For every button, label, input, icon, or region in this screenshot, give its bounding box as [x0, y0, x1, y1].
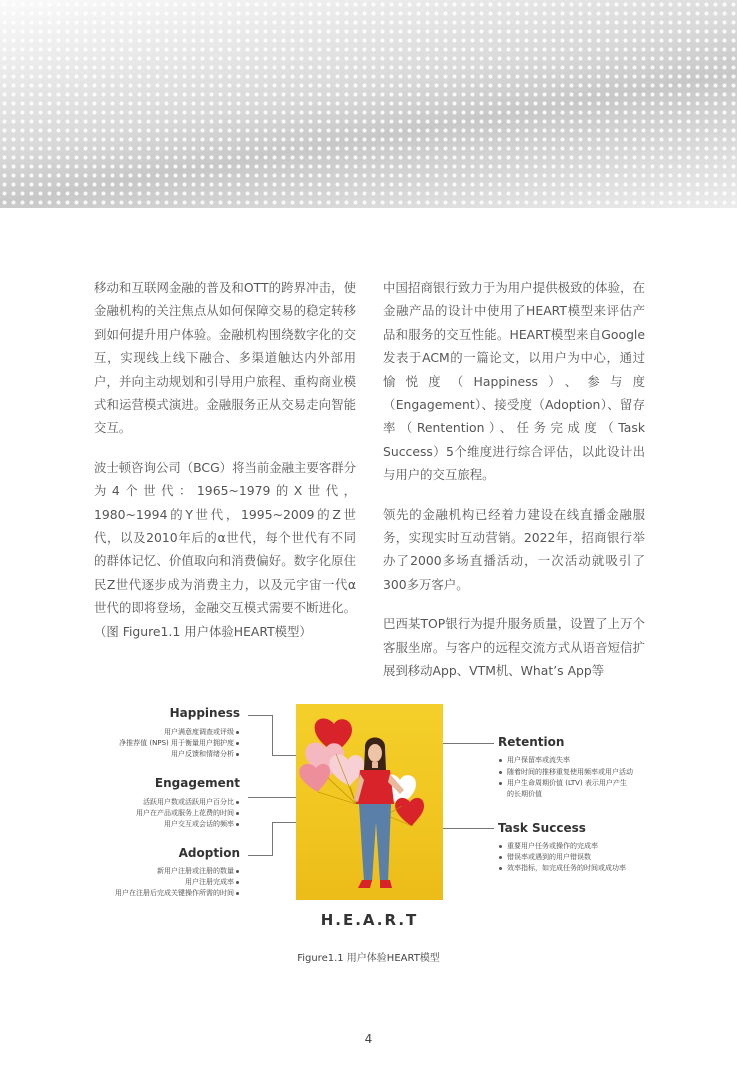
- bullet-dot: [236, 731, 239, 734]
- task-success-item: 重要用户任务或操作的完成率: [507, 842, 598, 850]
- bullet-dot: [499, 771, 502, 774]
- connector-line: [248, 797, 296, 798]
- adoption-item: 用户注册完成率: [185, 878, 234, 886]
- bullet-dot: [236, 870, 239, 873]
- bullet-dot: [236, 823, 239, 826]
- bullet-dot: [236, 881, 239, 884]
- figure-caption: Figure1.1 用户体验HEART模型: [297, 953, 440, 964]
- paragraph: 巴西某TOP银行为提升服务质量，设置了上万个客服坐席。与客户的远程交流方式从语音短信扩展到移动App、VTM机、What’s App等: [383, 616, 645, 679]
- connector-line: [272, 755, 296, 756]
- retention-title: Retention: [498, 735, 565, 749]
- paragraph: 中国招商银行致力于为用户提供极致的体验，在金融产品的设计中使用了HEART模型来评估产品和服务的交互性能。HEART模型来自Google发表于ACM的一篇论文，以用户为中心，通过愉悦度（Happiness）、参与度（Engagement）、接受度（Adoption）、留存率（Rentention）、任务完成度（Task Success）5个维度进行综合评估，以此设计出与用户的交互旅程。: [383, 280, 645, 483]
- connector-line: [272, 822, 296, 823]
- retention-item: 用户生命周期价值 (LTV) 表示用户产生: [507, 779, 627, 787]
- paragraph: 波士顿咨询公司（BCG）将当前金融主要客群分为4个世代：1965~1979的X世代，1980~1994的Y世代，1995~2009的Z世代，以及2010年后的α世代，每个世代有不同的群体记忆、价值取向和消费偏好。数字化原住民Z世代逐步成为消费主力，以及元宇宙一代α世代的即将登场，金融交互模式需要不断进化。（图 Figure1.1 用户体验HEART模型）: [94, 459, 356, 639]
- right-column: [383, 276, 645, 699]
- bullet-dot: [236, 742, 239, 745]
- page-number: 4: [364, 1032, 373, 1046]
- balloons-illustration: [296, 704, 443, 900]
- bullet-dot: [236, 892, 239, 895]
- paragraph: 移动和互联网金融的普及和OTT的跨界冲击，使金融机构的关注焦点从如何保障交易的稳定转移到如何提升用户体验。金融机构围绕数字化的交互，实现线上线下融合、多渠道触达内外部用户，并向主动规划和引导用户旅程、重构商业模式和运营模式演进。金融服务正从交易走向智能交互。: [94, 280, 356, 436]
- bullet-dot: [236, 801, 239, 804]
- connector-line: [248, 855, 272, 856]
- bullet-dot: [499, 759, 502, 762]
- engagement-item: 用户在产品或服务上花费的时间: [136, 809, 234, 817]
- engagement-item: 用户交互或会话的频率: [164, 820, 234, 828]
- paragraph: 领先的金融机构已经着力建设在线直播金融服务，实现实时互动营销。2022年，招商银行举办了2000多场直播活动，一次活动就吸引了300多万客户。: [383, 506, 645, 592]
- heart-label: H.E.A.R.T: [320, 911, 419, 929]
- task-success-item: 效率指标，如完成任务的时间或成功率: [507, 864, 626, 872]
- woman-with-balloons-photo: [296, 704, 443, 900]
- bullet-dot: [499, 782, 502, 785]
- connector-line: [443, 828, 494, 829]
- happiness-item: 净推荐值 (NPS) 用于衡量用户拥护度: [119, 739, 234, 747]
- task-success-item: 错误率或遇到的用户错误数: [507, 853, 591, 861]
- connector-line: [248, 715, 272, 716]
- bullet-dot: [236, 812, 239, 815]
- engagement-title: Engagement: [154, 776, 240, 790]
- adoption-item: 新用户注册或注册的数量: [157, 867, 234, 875]
- task-success-title: Task Success: [498, 821, 586, 835]
- happiness-item: 用户满意度调查或评级: [164, 728, 234, 736]
- engagement-item: 活跃用户数或活跃用户百分比: [143, 798, 234, 806]
- bullet-dot: [499, 867, 502, 870]
- retention-item: 用户保留率或流失率: [507, 756, 570, 764]
- connector-line: [272, 715, 273, 755]
- bullet-dot: [236, 753, 239, 756]
- retention-item: 的长期价值: [507, 790, 542, 798]
- header-banner: [0, 0, 737, 208]
- happiness-title: Happiness: [169, 706, 240, 720]
- connector-line: [272, 822, 273, 856]
- retention-item: 随着时间的推移重复使用频率或用户活动: [507, 768, 633, 776]
- adoption-item: 用户在注册后完成关键操作所需的时间: [115, 889, 234, 897]
- happiness-item: 用户反馈和情绪分析: [171, 750, 234, 758]
- connector-line: [443, 743, 494, 744]
- bullet-dot: [499, 845, 502, 848]
- bullet-dot: [499, 856, 502, 859]
- adoption-title: Adoption: [178, 846, 240, 860]
- left-column: [94, 276, 356, 659]
